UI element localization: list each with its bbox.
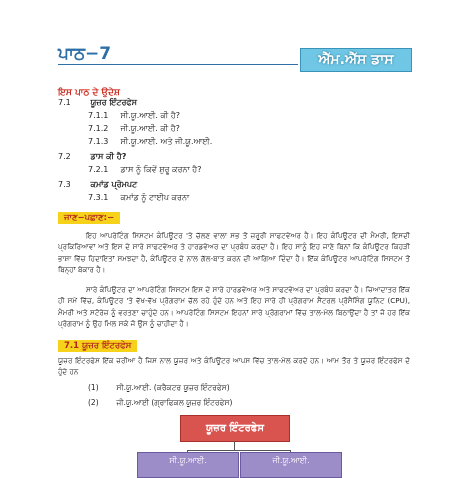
interface-type-num: (1) <box>88 383 99 392</box>
lesson-banner: ਐੱਮ.ਐੱਸ ਡਾਸ <box>300 48 412 72</box>
objective-item <box>58 180 137 190</box>
objective-num: 7.2 <box>58 152 71 161</box>
objective-num: 7.2.1 <box>88 165 109 174</box>
objective-item <box>58 152 126 162</box>
objective-title: ਯੂਜ਼ਰ ਇੰਟਰਫੇਸ <box>90 98 137 107</box>
introduction-label: ਜਾਣ−ਪਛਾਣ:− <box>58 212 120 224</box>
objective-title: ਕਮਾਂਡ ਨੂੰ ਟਾਈਪ ਕਰਨਾ <box>120 193 190 202</box>
objective-item <box>88 124 180 134</box>
introduction-paragraph-2: ਸਾਰੇ ਕੰਪਿਊਟਰ ਦਾ ਆਪਰੇਟਿੰਗ ਸਿਸਟਮ ਇਸ ਦੇ ਸਾਰੇ ਹਾਰਡਵੇਅਰ ਅਤੇ ਸਾਫਟਵੇਅਰ ਦਾ ਪ੍ਰਬੰਧ ਕਰਦਾ ਹੈ। ਜ਼ਿਆਦਾਤਰ ਇੱਕ ਹੀ ਸਮੇਂ ਵਿੱਚ, ਕੰਪਿਊਟਰ 'ਤੇ ਵੱਖ-ਵੱਖ ਪ੍ਰੋਗਰਾਮ ਚੱਲ ਰਹੇ ਹੁੰਦੇ ਹਨ ਅਤੇ ਇਹ ਸਾਰੇ ਹੀ ਪ੍ਰੋਗਰਾਮ ਸੈਂਟਰਲ ਪ੍ਰੋਸੈਸਿੰਗ ਯੂਨਿਟ (CPU), ਮੈਮਰੀ ਅਤੇ ਸਟੋਰੇਜ਼ ਨੂੰ ਵਰਤਣਾ ਚਾਹੁੰਦੇ ਹਨ। ਆਪਰੇਟਿੰਗ ਸਿਸਟਮ ਇਹਨਾਂ ਸਾਰੇ ਪ੍ਰੋਗਰਾਮਾਂ ਵਿੱਚ ਤਾਲ-ਮੇਲ ਬਿਠਾਉਂਦਾ ਹੈ ਤਾਂ ਜੋ ਹਰ ਇੱਕ ਪ੍ਰੋਗਰਾਮ ਨੂੰ ਉਹ ਮਿਲ ਸਕੇ ਜੋ ਉਸ ਨੂੰ ਚਾਹੀਦਾ ਹੈ। <box>58 285 410 328</box>
objective-title: ਕਮਾਂਡ ਪ੍ਰੋਮਪਟ <box>90 180 138 189</box>
objective-title: ਸੀ.ਯੂ.ਆਈ. ਅਤੇ ਜੀ.ਯੂ.ਆਈ. <box>120 137 213 146</box>
objective-title: ਜੀ.ਯੂ.ਆਈ. ਕੀ ਹੈ? <box>120 124 180 133</box>
objective-item <box>58 98 137 108</box>
lesson-title: ਪਾਠ−7 <box>58 44 112 64</box>
section-7-1-label: 7.1 ਯੂਜ਼ਰ ਇੰਟਰਫੇਸ <box>58 340 137 352</box>
objective-num: 7.1.1 <box>88 111 109 120</box>
objective-item <box>88 111 180 121</box>
objective-num: 7.3 <box>58 180 71 189</box>
section-7-1-paragraph: ਯੂਜ਼ਰ ਇੰਟਰਫੇਸ ਇੱਕ ਜ਼ਰੀਆ ਹੈ ਜਿਸ ਨਾਲ ਯੂਜ਼ਰ ਅਤੇ ਕੰਪਿਊਟਰ ਆਪਸ ਵਿੱਚ ਤਾਲ-ਮੇਲ ਕਰਦੇ ਹਨ। ਆਮ ਤੌਰ ਤੇ ਯੂਜ਼ਰ ਇੰਟਰਫੇਸ ਦੋ ਹੁੰਦੇ ਹਨ <box>58 356 410 377</box>
interface-type-item <box>88 398 232 408</box>
header-rule <box>58 64 298 65</box>
objectives-heading: ਇਸ ਪਾਠ ਦੇ ਉਦੇਸ਼ <box>58 88 120 98</box>
interface-type-item <box>88 383 230 393</box>
introduction-paragraph-1: ਇਹ ਆਪਰੇਟਿੰਗ ਸਿਸਟਮ ਕੰਪਿਊਟਰ 'ਤੇ ਚੱਲਣ ਵਾਲਾ ਸਭ ਤੋਂ ਜ਼ਰੂਰੀ ਸਾਫਟਵੇਅਰ ਹੈ। ਇਹ ਕੰਪਿਊਟਰ ਦੀ ਮੈਮਰੀ, ਇਸਦੀ ਪ੍ਰਕਿਰਿਆਵਾਂ ਅਤੇ ਇਸ ਦੇ ਸਾਰੇ ਸਾਫਟਵੇਅਰ ਤੇ ਹਾਰਡਵੇਅਰ ਦਾ ਪ੍ਰਬੰਧ ਕਰਦਾ ਹੈ। ਇਹ ਸਾਨੂੰ ਇਹ ਜਾਣੇ ਬਿਨਾਂ ਕਿ ਕੰਪਿਊਟਰ ਕਿਹੜੀ ਭਾਸ਼ਾ ਵਿੱਚ ਹਿਦਾਇਤਾਂ ਸਮਝਦਾ ਹੈ, ਕੰਪਿਊਟਰ ਦੇ ਨਾਲ ਗੱਲ-ਬਾਤ ਕਰਨ ਦੀ ਆਗਿਆ ਦਿੰਦਾ ਹੈ। ਇੱਕ ਕੰਪਿਊਟਰ ਆਪਰੇਟਿੰਗ ਸਿਸਟਮ ਤੋਂ ਬਿਨ੍ਹਾਂ ਬੇਕਾਰ ਹੈ। <box>58 231 410 274</box>
diagram-connector <box>234 441 235 450</box>
objective-num: 7.1.2 <box>88 124 109 133</box>
objective-item <box>88 193 189 203</box>
objective-title: ਡਾਸ ਨੂੰ ਕਿਵੇਂ ਸ਼ੁਰੂ ਕਰਨਾ ਹੈ? <box>120 165 202 174</box>
objective-item <box>88 137 212 147</box>
objective-num: 7.3.1 <box>88 193 109 202</box>
diagram-cui-box: ਸੀ.ਯੂ.ਆਈ. <box>137 452 239 478</box>
interface-type-text: ਸੀ.ਯੂ.ਆਈ. (ਕਰੈਕਟਰ ਯੂਜ਼ਰ ਇੰਟਰਫੇਸ) <box>116 383 230 392</box>
diagram-gui-box: ਜੀ.ਯੂ.ਆਈ. <box>240 452 342 478</box>
interface-type-num: (2) <box>88 398 99 407</box>
diagram-connector <box>187 450 290 451</box>
objective-title: ਸੀ.ਯੂ.ਆਈ. ਕੀ ਹੈ? <box>120 111 181 120</box>
objective-num: 7.1 <box>58 98 71 107</box>
diagram-root-box: ਯੂਜ਼ਰ ਇੰਟਰਫੇਸ <box>180 415 290 442</box>
objective-item <box>88 165 201 175</box>
objective-num: 7.1.3 <box>88 137 109 146</box>
interface-type-text: ਜੀ.ਯੂ.ਆਈ (ਗ੍ਰਾਫਿਕਲ ਯੂਜ਼ਰ ਇੰਟਰਫੇਸ) <box>116 398 233 407</box>
objective-title: ਡਾਸ ਕੀ ਹੈ? <box>90 152 127 161</box>
